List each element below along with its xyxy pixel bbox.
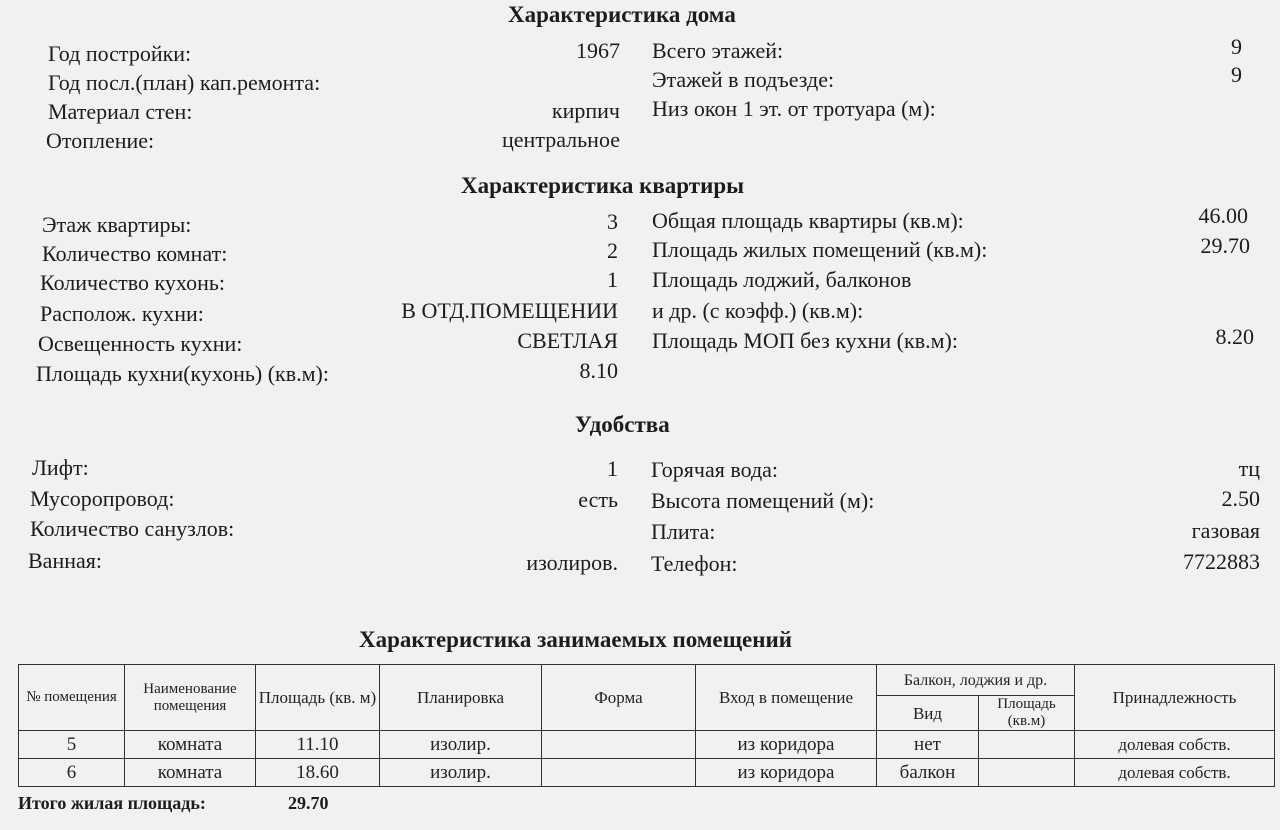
- house-year-built-value: 1967: [576, 38, 620, 63]
- flat-kitchen-location-value: В ОТД.ПОМЕЩЕНИИ: [401, 298, 618, 323]
- amenity-phone-label: Телефон:: [651, 551, 738, 576]
- flat-living-area-label: Площадь жилых помещений (кв.м):: [652, 237, 988, 262]
- amenity-ceiling-height-label: Высота помещений (м):: [651, 488, 875, 513]
- flat-total-area-label: Общая площадь квартиры (кв.м):: [652, 208, 964, 233]
- header-balcony-area: Площадь (кв.м): [979, 696, 1075, 731]
- cell-shape: [542, 759, 696, 787]
- amenity-stove-value: газовая: [1191, 518, 1260, 543]
- amenity-elevator-value: 1: [607, 456, 618, 481]
- cell-area: 11.10: [256, 731, 380, 759]
- house-total-floors-label: Всего этажей:: [652, 38, 784, 63]
- amenity-ceiling-height-value: 2.50: [1221, 486, 1260, 511]
- amenity-phone-value: 7722883: [1183, 549, 1260, 574]
- cell-room-name: комната: [125, 759, 256, 787]
- header-room-number: № помещения: [19, 665, 125, 731]
- cell-shape: [542, 731, 696, 759]
- house-wall-material-value: кирпич: [551, 98, 620, 123]
- header-layout: Планировка: [380, 665, 542, 731]
- flat-floor-value: 3: [607, 209, 618, 234]
- house-window-height-label: Низ окон 1 эт. от тротуара (м):: [652, 96, 936, 121]
- table-row: [19, 759, 1275, 787]
- cell-entry: из коридора: [696, 759, 877, 787]
- amenity-elevator-label: Лифт:: [32, 455, 89, 480]
- header-room-name: Наименование помещения: [125, 665, 256, 731]
- cell-layout: изолир.: [380, 731, 542, 759]
- flat-total-area-value: 46.00: [1198, 203, 1248, 228]
- flat-kitchens-count-value: 1: [607, 267, 618, 292]
- cell-balcony-area: [979, 759, 1075, 787]
- cell-balcony-area: [979, 731, 1075, 759]
- amenity-hot-water-label: Горячая вода:: [651, 457, 779, 482]
- flat-kitchen-location-label: Располож. кухни:: [40, 301, 204, 326]
- flat-living-area-value: 29.70: [1200, 233, 1250, 258]
- header-entry: Вход в помещение: [696, 665, 877, 731]
- amenity-bathrooms-count-label: Количество санузлов:: [30, 516, 235, 541]
- house-repair-year-label: Год посл.(план) кап.ремонта:: [48, 70, 321, 95]
- cell-room-number: 5: [19, 731, 125, 759]
- rooms-section-title: Характеристика занимаемых помещений: [359, 627, 793, 652]
- house-floors-entrance-label: Этажей в подъезде:: [652, 67, 835, 92]
- header-shape: Форма: [542, 665, 696, 731]
- header-area: Площадь (кв. м): [256, 665, 380, 731]
- cell-ownership: долевая собств.: [1075, 759, 1275, 787]
- flat-common-area-value: 8.20: [1215, 324, 1254, 349]
- amenity-stove-label: Плита:: [651, 519, 716, 544]
- flat-section-title: Характеристика квартиры: [461, 173, 745, 198]
- house-total-floors-value: 9: [1231, 34, 1242, 59]
- total-living-area-label: Итого жилая площадь:: [18, 793, 206, 813]
- flat-kitchen-light-label: Освещенность кухни:: [38, 331, 243, 356]
- house-floors-entrance-value: 9: [1231, 62, 1242, 87]
- cell-balcony-type: нет: [877, 731, 979, 759]
- flat-kitchen-area-value: 8.10: [579, 358, 618, 383]
- cell-room-name: комната: [125, 731, 256, 759]
- cell-balcony-type: балкон: [877, 759, 979, 787]
- header-balcony-type: Вид: [877, 696, 979, 731]
- cell-entry: из коридора: [696, 731, 877, 759]
- amenities-section-title: Удобства: [575, 412, 670, 437]
- flat-kitchen-area-label: Площадь кухни(кухонь) (кв.м):: [36, 361, 329, 386]
- house-year-built-label: Год постройки:: [48, 41, 192, 66]
- flat-kitchen-light-value: СВЕТЛАЯ: [517, 328, 618, 353]
- house-heating-label: Отопление:: [46, 128, 155, 153]
- rooms-table: [18, 664, 1275, 787]
- flat-rooms-count-label: Количество комнат:: [42, 241, 228, 266]
- flat-balcony-area-label-line2: и др. (с коэфф.) (кв.м):: [652, 298, 864, 323]
- house-heating-value: центральное: [502, 127, 620, 152]
- table-row: [19, 731, 1275, 759]
- header-ownership: Принадлежность: [1075, 665, 1275, 731]
- cell-layout: изолир.: [380, 759, 542, 787]
- cell-ownership: долевая собств.: [1075, 731, 1275, 759]
- flat-balcony-area-label-line1: Площадь лоджий, балконов: [652, 267, 912, 292]
- flat-floor-label: Этаж квартиры:: [42, 212, 192, 237]
- house-wall-material-label: Материал стен:: [48, 99, 193, 124]
- total-living-area-value: 29.70: [288, 793, 329, 813]
- amenity-bathroom-label: Ванная:: [28, 548, 102, 573]
- amenity-garbage-chute-label: Мусоропровод:: [30, 486, 175, 511]
- house-section-title: Характеристика дома: [508, 2, 736, 27]
- cell-room-number: 6: [19, 759, 125, 787]
- amenity-bathroom-value: изолиров.: [526, 550, 618, 575]
- amenity-hot-water-value: тц: [1238, 456, 1260, 481]
- cell-area: 18.60: [256, 759, 380, 787]
- amenity-garbage-chute-value: есть: [578, 487, 618, 512]
- flat-kitchens-count-label: Количество кухонь:: [40, 270, 225, 295]
- flat-rooms-count-value: 2: [607, 238, 618, 263]
- header-balcony-group: Балкон, лоджия и др.: [877, 665, 1075, 696]
- flat-common-area-label: Площадь МОП без кухни (кв.м):: [652, 328, 958, 353]
